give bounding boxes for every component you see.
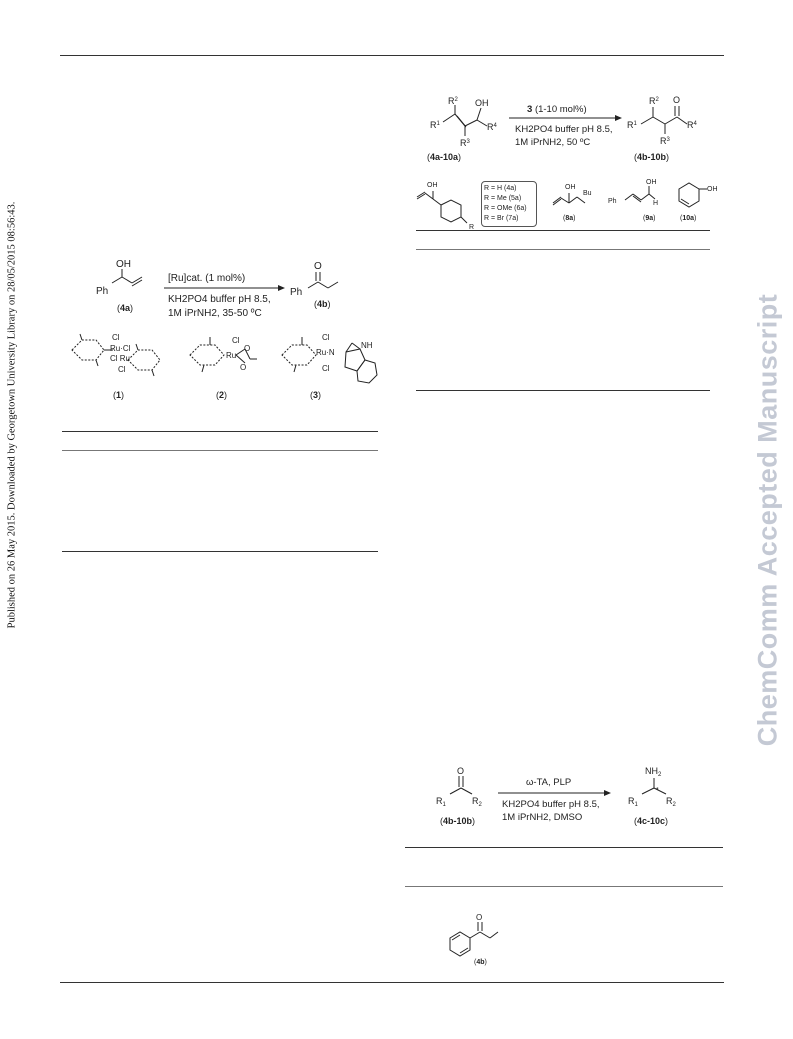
reactant-4a-structure [112,269,142,286]
scheme-general-isomerisation [415,92,715,174]
product-label-4b: (4b) [314,299,331,309]
product-4b-structure [308,272,338,288]
catalyst-label-1: (1) [113,390,125,400]
general-reactant-label: (4a-10a) [427,152,462,162]
general-product-label: (4b-10b) [634,152,670,162]
cat3-nh: NH [361,341,373,350]
watermark-text: ChemComm Accepted Manuscript [752,293,783,747]
hydroxyl-label: OH [116,259,131,270]
ru-reagent-top: [Ru]cat. (1 mol%) [168,273,246,284]
cat2-o-top: O [244,344,251,353]
substituent-me: R = Me (5a) [484,195,522,202]
reactant-label-4a: (4a) [117,303,134,313]
reactant-oh: OH [475,98,489,108]
product-r3: $R^3$ [660,136,670,146]
ketone-structure [450,776,472,794]
table3-header-rule [405,886,723,887]
catalyst-label-3: (3) [310,390,322,400]
table3-top-rule [405,847,723,848]
ru-reagent-line2: KH2PO4 buffer pH 8.5, [168,294,271,305]
entry-4b-o: O [476,913,483,922]
cat2-cl: Cl [232,336,240,345]
ta-reactant-label: (4b-10b) [440,816,476,826]
phenyl-label: Ph [96,286,109,297]
general-product-structure [641,106,687,134]
arrow-head-icon [604,790,611,796]
substrate-8a-structure [553,193,585,205]
substrate-10a-structure [679,183,707,207]
cat2-o-bottom: O [240,363,247,372]
table1-bottom-rule [62,551,378,552]
cat3-cl-bottom: Cl [322,364,330,373]
reactant-r1: $R^1$ [430,120,440,130]
substituent-ome: R = OMe (6a) [484,205,527,212]
scheme-general-drawing [415,92,715,174]
cat1-ru-bottom: Cl Ru [110,354,131,363]
substrate-strip [415,175,718,231]
ta-product-label: (4c-10c) [634,816,669,826]
general-reactant-structure [443,105,487,136]
cat3-ru-n: Ru·N [316,348,335,357]
publication-note-text: Published on 26 May 2015. Downloaded by Georgetown University Library on 28/05/2015 08:56:43. [6,201,18,629]
substrate-label-9a: (9a) [643,215,656,222]
cat1-ru-top: Ru·Cl [110,344,131,353]
s9a-h: H [653,200,659,207]
amine-r2: $R_2$ [666,796,676,808]
scheme-ta-drawing [430,762,720,832]
aryl-r: R [469,224,475,231]
table2-header-rule [416,249,710,250]
product-r4: $R^4$ [687,120,697,130]
entry-4b-drawing [440,910,520,968]
s8a-bu: Bu [583,190,592,197]
amine-structure [642,778,666,794]
table1-top-rule [62,431,378,432]
aryl-oh: OH [427,182,438,189]
general-reagent-top: 3 (1-10 mol%) [527,104,587,115]
cat2-ru: Ru [226,351,237,360]
reactant-r2: $R^2$ [448,96,458,106]
catalyst-label-2: (2) [216,390,228,400]
substrate-label-10a: (10a) [680,215,697,222]
substituent-h: R = H (4a) [484,185,517,192]
product-r2: $R^2$ [649,96,659,106]
s10a-oh: OH [707,186,718,193]
header-rule [60,55,724,56]
table2-top-rule [416,230,710,231]
ketone-r1: $R_1$ [436,796,446,808]
reactant-r4: $R^4$ [487,122,497,132]
propiophenone-structure [450,922,498,956]
reactant-r3: $R^3$ [460,138,470,148]
general-reagent-line2: KH2PO4 buffer pH 8.5, [515,124,613,135]
amine-r1: $R_1$ [628,796,638,808]
product-phenyl-label: Ph [290,287,303,298]
substrate-labels-drawing [415,175,718,230]
s9a-ph: Ph [608,198,617,205]
table1-header-rule [62,450,378,451]
publication-note [2,195,22,635]
cat3-cl-top: Cl [322,333,330,342]
ta-reagent-line3: 1M iPrNH2, DMSO [502,812,583,823]
catalyst-2-structure [190,337,257,372]
substrate-label-8a: (8a) [563,215,576,222]
arrow-head-icon [615,115,622,121]
product-r1: $R^1$ [627,120,637,130]
cat1-cl-bottom: Cl [118,365,126,374]
ta-reagent-line2: KH2PO4 buffer pH 8.5, [502,799,600,810]
product-o: O [673,95,681,105]
scheme-transamination [430,762,720,832]
ru-reagent-line3: 1M iPrNH2, 35-50 ºC [168,308,262,319]
entry-4b-label: (4b) [474,959,487,966]
s8a-oh: OH [565,184,576,191]
arrow-head-icon [278,285,285,291]
scheme-ru-drawing [60,255,380,405]
scheme-ru-isomerisation [60,255,380,405]
stereocentre-asterisk: * [656,787,659,794]
ketone-r2: $R_2$ [472,796,482,808]
general-reagent-line3: 1M iPrNH2, 50 ºC [515,137,591,148]
cat1-cl-top: Cl [112,333,120,342]
accepted-manuscript-watermark [748,270,788,770]
footer-rule [60,982,724,983]
amine-nh2: $NH_2$ [645,766,662,778]
table2-bottom-rule [416,390,710,391]
ta-reagent-top: ω-TA, PLP [526,777,572,788]
ketone-o: O [457,766,465,776]
table3-entry-4b [440,910,520,968]
substituent-br: R = Br (7a) [484,215,519,222]
substrate-9a-structure [625,186,655,202]
s9a-oh: OH [646,179,657,186]
carbonyl-o-label: O [314,261,322,272]
